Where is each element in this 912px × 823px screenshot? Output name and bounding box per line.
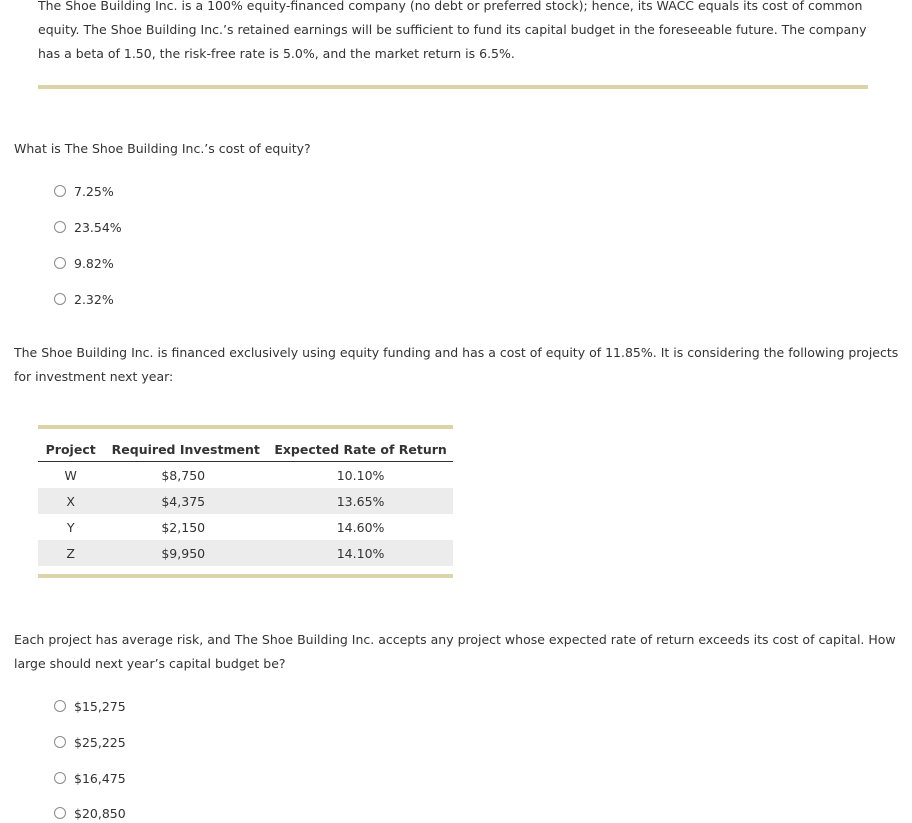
option-capital-budget-3[interactable] — [54, 769, 126, 787]
option-label: $16,475 — [74, 770, 126, 786]
option-capital-budget-4[interactable] — [54, 804, 126, 822]
option-label: 23.54% — [74, 219, 122, 235]
table-header-row — [38, 437, 453, 462]
option-cost-of-equity-4[interactable] — [54, 290, 114, 308]
option-label: $20,850 — [74, 805, 126, 821]
header-expected-return: Expected Rate of Return — [268, 437, 453, 462]
investment-cell: $4,375 — [103, 488, 268, 514]
option-label: $25,225 — [74, 734, 126, 750]
option-cost-of-equity-2[interactable] — [54, 218, 122, 236]
radio-button[interactable] — [54, 772, 66, 784]
return-cell: 14.10% — [268, 540, 453, 566]
radio-button[interactable] — [54, 736, 66, 748]
option-capital-budget-1[interactable] — [54, 697, 126, 715]
table-row — [38, 514, 453, 540]
projects-table — [38, 437, 453, 566]
table-bottom-rule — [38, 574, 453, 578]
radio-button[interactable] — [54, 293, 66, 305]
question-cost-of-equity: What is The Shoe Building Inc.’s cost of equity? — [14, 141, 311, 156]
projects-intro: The Shoe Building Inc. is financed exclusively using equity funding and has a cost of equity of 11.85%. It is considering the following projects for investment next year: — [14, 345, 899, 384]
table-top-rule — [38, 425, 453, 429]
problem-intro: The Shoe Building Inc. is a 100% equity-financed company (no debt or preferred stock); hence, its WACC equals its cost of common equity. The Shoe Building Inc.’s retained earnings will be sufficient to fund its capital budget in the foreseeable future. The company has a beta of 1.50, the risk-free rate is 5.0%, and the market return is 6.5%. — [38, 0, 867, 61]
project-cell: Z — [38, 540, 103, 566]
return-cell: 10.10% — [336, 467, 385, 483]
option-label: 9.82% — [74, 255, 114, 271]
return-cell: 14.60% — [336, 519, 385, 535]
radio-button[interactable] — [54, 257, 66, 269]
option-cost-of-equity-1[interactable] — [54, 182, 114, 200]
table-row — [38, 488, 453, 514]
table-row — [38, 462, 453, 489]
radio-button[interactable] — [54, 700, 66, 712]
header-required-investment: Required Investment — [103, 437, 268, 462]
option-label: $15,275 — [74, 698, 126, 714]
investment-cell: $2,150 — [161, 519, 206, 535]
project-cell: X — [38, 488, 103, 514]
option-label: 2.32% — [74, 291, 114, 307]
radio-button[interactable] — [54, 807, 66, 819]
option-label: 7.25% — [74, 183, 114, 199]
section-divider — [38, 85, 868, 89]
radio-button[interactable] — [54, 221, 66, 233]
radio-button[interactable] — [54, 185, 66, 197]
table-row — [38, 540, 453, 566]
projects-table-container — [38, 425, 453, 578]
header-project: Project — [38, 437, 103, 462]
option-cost-of-equity-3[interactable] — [54, 254, 114, 272]
return-cell: 13.65% — [268, 488, 453, 514]
investment-cell: $9,950 — [103, 540, 268, 566]
investment-cell: $8,750 — [161, 467, 206, 483]
question-capital-budget: Each project has average risk, and The Shoe Building Inc. accepts any project whose expected rate of return exceeds its cost of capital. How large should next year’s capital budget be? — [14, 632, 896, 671]
project-cell: W — [64, 467, 77, 483]
option-capital-budget-2[interactable] — [54, 733, 126, 751]
project-cell: Y — [66, 519, 75, 535]
